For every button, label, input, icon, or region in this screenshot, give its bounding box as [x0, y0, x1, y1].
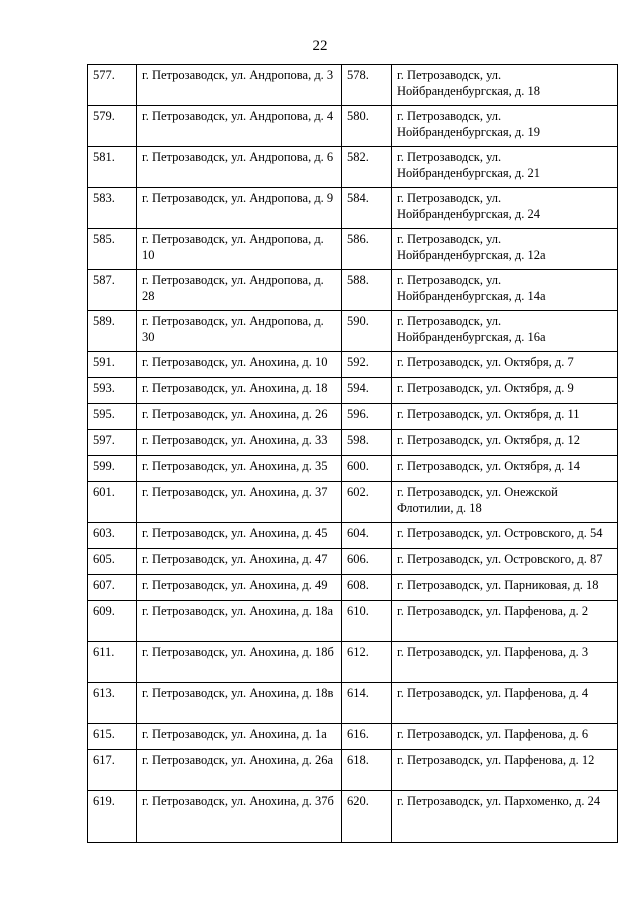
address-cell: г. Петрозаводск, ул. Анохина, д. 33: [137, 430, 342, 456]
table-row: [88, 575, 618, 601]
address-cell: г. Петрозаводск, ул. Анохина, д. 26а: [137, 750, 342, 791]
row-number: 593.: [88, 378, 137, 404]
row-number: 580.: [342, 106, 392, 147]
row-number: 615.: [88, 724, 137, 750]
address-table: [87, 64, 618, 843]
row-number: 582.: [342, 147, 392, 188]
table-row: [88, 724, 618, 750]
row-number: 609.: [88, 601, 137, 642]
row-number: 602.: [342, 482, 392, 523]
row-number: 590.: [342, 311, 392, 352]
row-number: 618.: [342, 750, 392, 791]
table-row: [88, 404, 618, 430]
address-cell: г. Петрозаводск, ул. Андропова, д. 10: [137, 229, 342, 270]
row-number: 578.: [342, 65, 392, 106]
address-cell: г. Петрозаводск, ул. Парфенова, д. 6: [392, 724, 618, 750]
address-cell: г. Петрозаводск, ул. Андропова, д. 9: [137, 188, 342, 229]
row-number: 596.: [342, 404, 392, 430]
table-row: [88, 229, 618, 270]
table-row: [88, 106, 618, 147]
address-cell: г. Петрозаводск, ул. Анохина, д. 18в: [137, 683, 342, 724]
address-cell: г. Петрозаводск, ул. Нойбранденбургская, д. 18: [392, 65, 618, 106]
table-row: [88, 430, 618, 456]
address-cell: г. Петрозаводск, ул. Анохина, д. 49: [137, 575, 342, 601]
address-cell: г. Петрозаводск, ул. Нойбранденбургская, д. 19: [392, 106, 618, 147]
address-cell: г. Петрозаводск, ул. Октября, д. 14: [392, 456, 618, 482]
table-row: [88, 791, 618, 843]
address-cell: г. Петрозаводск, ул. Андропова, д. 28: [137, 270, 342, 311]
address-cell: г. Петрозаводск, ул. Анохина, д. 18: [137, 378, 342, 404]
row-number: 619.: [88, 791, 137, 843]
row-number: 581.: [88, 147, 137, 188]
table-row: [88, 482, 618, 523]
address-cell: г. Петрозаводск, ул. Андропова, д. 30: [137, 311, 342, 352]
row-number: 595.: [88, 404, 137, 430]
row-number: 588.: [342, 270, 392, 311]
row-number: 610.: [342, 601, 392, 642]
row-number: 600.: [342, 456, 392, 482]
address-cell: г. Петрозаводск, ул. Андропова, д. 4: [137, 106, 342, 147]
table-row: [88, 311, 618, 352]
row-number: 584.: [342, 188, 392, 229]
table-row: [88, 642, 618, 683]
address-cell: г. Петрозаводск, ул. Пархоменко, д. 24: [392, 791, 618, 843]
address-cell: г. Петрозаводск, ул. Островского, д. 54: [392, 523, 618, 549]
address-cell: г. Петрозаводск, ул. Анохина, д. 45: [137, 523, 342, 549]
row-number: 605.: [88, 549, 137, 575]
address-cell: г. Петрозаводск, ул. Анохина, д. 18б: [137, 642, 342, 683]
address-cell: г. Петрозаводск, ул. Нойбранденбургская, д. 21: [392, 147, 618, 188]
address-cell: г. Петрозаводск, ул. Парфенова, д. 3: [392, 642, 618, 683]
row-number: 613.: [88, 683, 137, 724]
address-cell: г. Петрозаводск, ул. Нойбранденбургская, д. 12а: [392, 229, 618, 270]
row-number: 608.: [342, 575, 392, 601]
row-number: 620.: [342, 791, 392, 843]
address-cell: г. Петрозаводск, ул. Октября, д. 7: [392, 352, 618, 378]
address-cell: г. Петрозаводск, ул. Нойбранденбургская, д. 24: [392, 188, 618, 229]
row-number: 592.: [342, 352, 392, 378]
row-number: 601.: [88, 482, 137, 523]
table-row: [88, 523, 618, 549]
table-row: [88, 456, 618, 482]
row-number: 617.: [88, 750, 137, 791]
address-cell: г. Петрозаводск, ул. Андропова, д. 6: [137, 147, 342, 188]
address-cell: г. Петрозаводск, ул. Анохина, д. 35: [137, 456, 342, 482]
row-number: 587.: [88, 270, 137, 311]
row-number: 607.: [88, 575, 137, 601]
address-cell: г. Петрозаводск, ул. Октября, д. 11: [392, 404, 618, 430]
row-number: 579.: [88, 106, 137, 147]
row-number: 616.: [342, 724, 392, 750]
row-number: 594.: [342, 378, 392, 404]
row-number: 586.: [342, 229, 392, 270]
address-cell: г. Петрозаводск, ул. Октября, д. 9: [392, 378, 618, 404]
row-number: 606.: [342, 549, 392, 575]
address-cell: г. Петрозаводск, ул. Нойбранденбургская, д. 16а: [392, 311, 618, 352]
address-cell: г. Петрозаводск, ул. Парфенова, д. 4: [392, 683, 618, 724]
address-cell: г. Петрозаводск, ул. Анохина, д. 18а: [137, 601, 342, 642]
table-row: [88, 601, 618, 642]
address-cell: г. Петрозаводск, ул. Анохина, д. 37б: [137, 791, 342, 843]
row-number: 599.: [88, 456, 137, 482]
address-cell: г. Петрозаводск, ул. Островского, д. 87: [392, 549, 618, 575]
table-row: [88, 270, 618, 311]
row-number: 591.: [88, 352, 137, 378]
address-cell: г. Петрозаводск, ул. Октября, д. 12: [392, 430, 618, 456]
row-number: 612.: [342, 642, 392, 683]
row-number: 604.: [342, 523, 392, 549]
table-row: [88, 549, 618, 575]
address-cell: г. Петрозаводск, ул. Анохина, д. 47: [137, 549, 342, 575]
row-number: 598.: [342, 430, 392, 456]
table-row: [88, 147, 618, 188]
row-number: 611.: [88, 642, 137, 683]
row-number: 583.: [88, 188, 137, 229]
address-cell: г. Петрозаводск, ул. Онежской Флотилии, д. 18: [392, 482, 618, 523]
row-number: 614.: [342, 683, 392, 724]
table-row: [88, 65, 618, 106]
table-row: [88, 188, 618, 229]
table-row: [88, 352, 618, 378]
row-number: 597.: [88, 430, 137, 456]
row-number: 585.: [88, 229, 137, 270]
row-number: 577.: [88, 65, 137, 106]
row-number: 589.: [88, 311, 137, 352]
address-cell: г. Петрозаводск, ул. Парфенова, д. 2: [392, 601, 618, 642]
address-cell: г. Петрозаводск, ул. Анохина, д. 26: [137, 404, 342, 430]
table-row: [88, 683, 618, 724]
address-cell: г. Петрозаводск, ул. Анохина, д. 10: [137, 352, 342, 378]
row-number: 603.: [88, 523, 137, 549]
page-number: 22: [312, 38, 328, 54]
address-cell: г. Петрозаводск, ул. Андропова, д. 3: [137, 65, 342, 106]
address-cell: г. Петрозаводск, ул. Анохина, д. 1а: [137, 724, 342, 750]
address-cell: г. Петрозаводск, ул. Парниковая, д. 18: [392, 575, 618, 601]
table-row: [88, 750, 618, 791]
address-cell: г. Петрозаводск, ул. Анохина, д. 37: [137, 482, 342, 523]
table-row: [88, 378, 618, 404]
address-cell: г. Петрозаводск, ул. Нойбранденбургская, д. 14а: [392, 270, 618, 311]
address-cell: г. Петрозаводск, ул. Парфенова, д. 12: [392, 750, 618, 791]
